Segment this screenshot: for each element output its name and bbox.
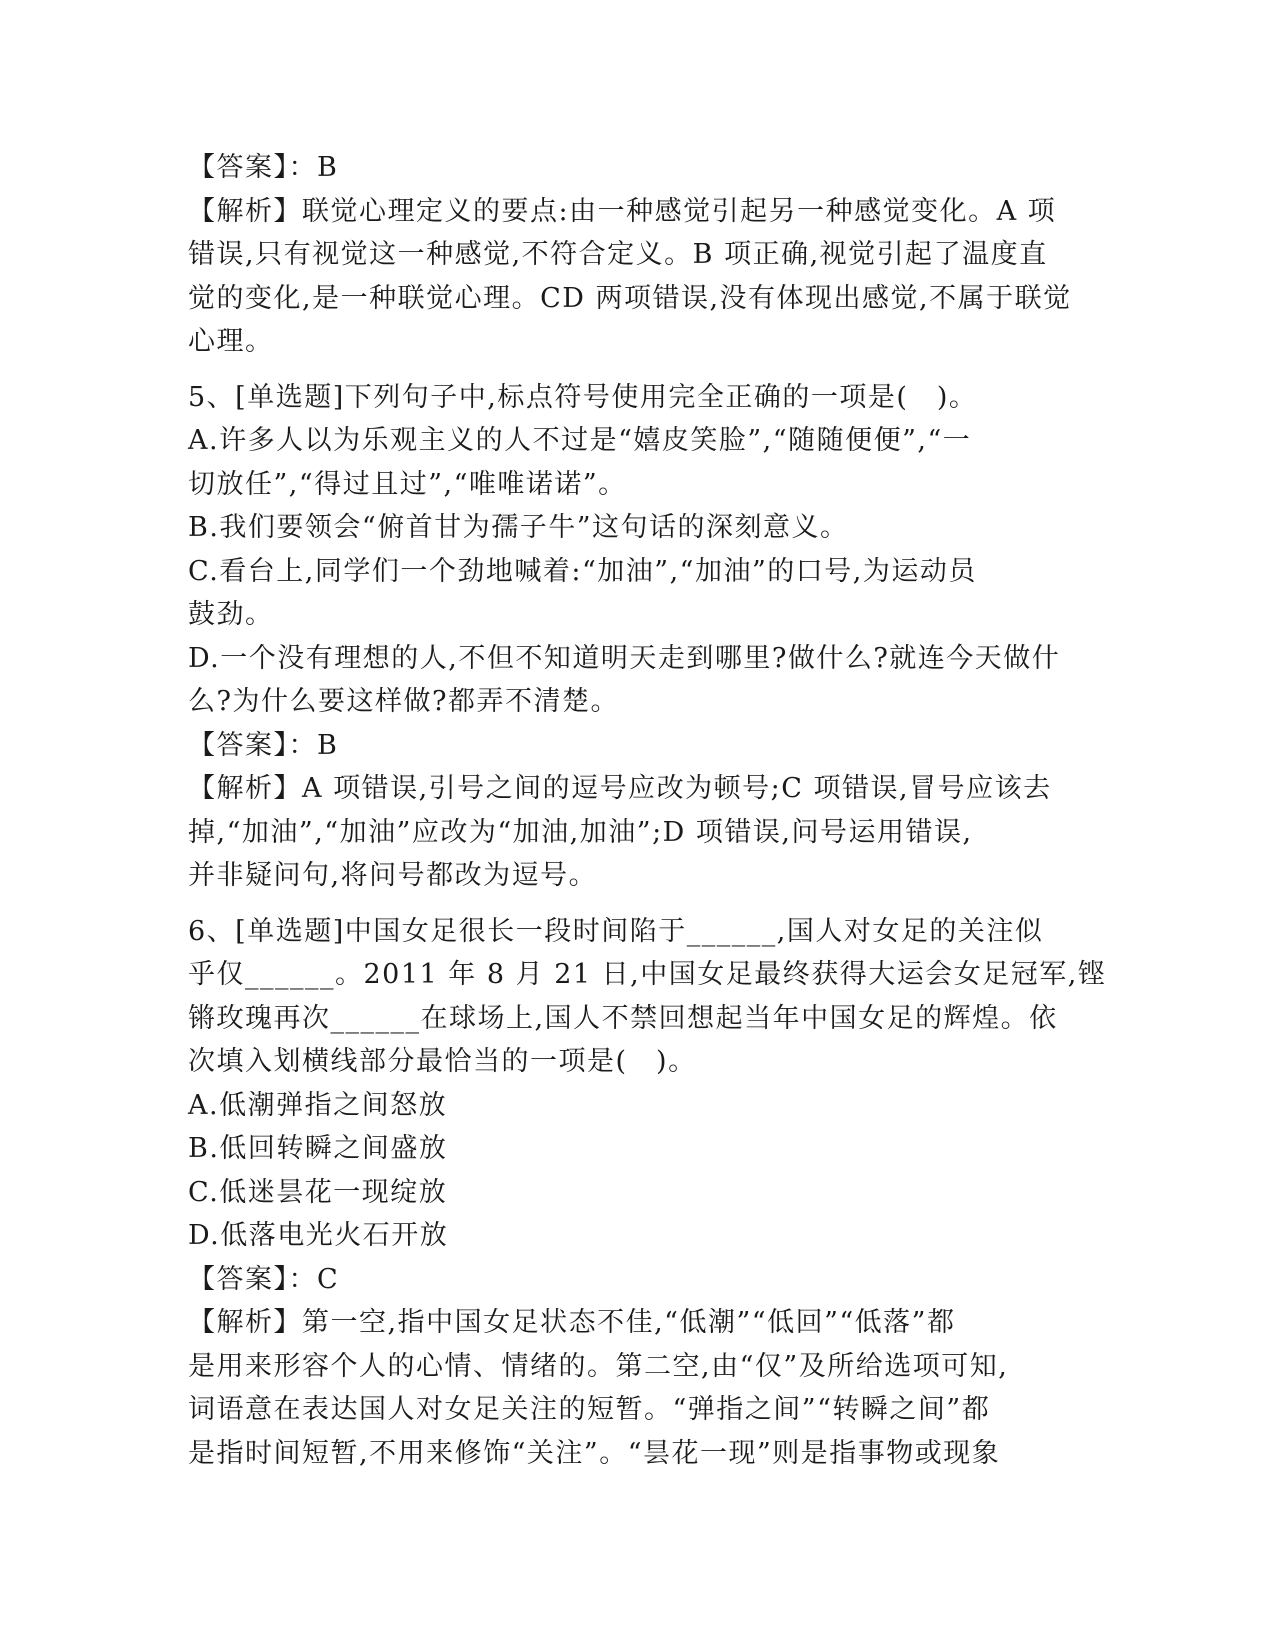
- question-stem-continued: 次填入划横线部分最恰当的一项是( )。: [188, 1046, 697, 1077]
- answer-line: 【答案】：B: [188, 729, 339, 761]
- document-page: [188, 146, 1107, 1475]
- block-spacer: [188, 898, 1088, 910]
- question-4-answer-block: [188, 146, 1088, 364]
- option-a: A.许多人以为乐观主义的人不过是“嬉皮笑脸”,“随随便便”,“一: [188, 425, 972, 456]
- option-b: B.低回转瞬之间盛放: [188, 1133, 448, 1164]
- analysis-line: 是用来形容个人的心情、情绪的。第二空,由“仅”及所给选项可知,: [188, 1350, 1009, 1382]
- analysis-line: 错误,只有视觉这一种感觉,不符合定义。B 项正确,视觉引起了温度直: [188, 239, 1048, 270]
- option-d: D.一个没有理想的人,不但不知道明天走到哪里?做什么?就连今天做什: [188, 642, 1061, 674]
- option-d-continued: 么?为什么要这样做?都弄不清楚。: [188, 686, 619, 717]
- answer-line: 【答案】：B: [188, 152, 339, 183]
- analysis-line: 并非疑问句,将问号都改为逗号。: [188, 860, 598, 891]
- question-6-block: [188, 910, 1107, 1476]
- question-5-block: [188, 376, 1088, 898]
- option-d: D.低落电光火石开放: [188, 1220, 449, 1251]
- option-b: B.我们要领会“俯首甘为孺子牛”这句话的深刻意义。: [188, 512, 849, 543]
- option-c-continued: 鼓劲。: [188, 599, 274, 630]
- analysis-line: 【解析】第一空,指中国女足状态不佳,“低潮”“低回”“低落”都: [188, 1307, 956, 1338]
- option-a: A.低潮弹指之间怒放: [188, 1089, 448, 1121]
- option-c: C.看台上,同学们一个劲地喊着:“加油”,“加油”的口号,为运动员: [188, 555, 977, 587]
- question-stem: 6、[单选题]中国女足很长一段时间陷于______,国人对女足的关注似: [188, 915, 1044, 947]
- answer-line: 【答案】：C: [188, 1263, 340, 1295]
- analysis-line: 心理。: [188, 326, 274, 357]
- analysis-line: 【解析】联觉心理定义的要点:由一种感觉引起另一种感觉变化。A 项: [188, 195, 1057, 227]
- analysis-line: 掉,“加油”,“加油”应改为“加油,加油”;D 项错误,问号运用错误,: [188, 816, 973, 848]
- question-stem-continued: 锵玫瑰再次______在球场上,国人不禁回想起当年中国女足的辉煌。依: [188, 1002, 1058, 1034]
- analysis-line: 词语意在表达国人对女足关注的短暂。“弹指之间”“转瞬之间”都: [188, 1394, 991, 1425]
- option-c: C.低迷昙花一现绽放: [188, 1176, 448, 1208]
- analysis-line: 是指时间短暂,不用来修饰“关注”。“昙花一现”则是指事物或现象: [188, 1437, 1001, 1469]
- analysis-line: 【解析】A 项错误,引号之间的逗号应改为顿号;C 项错误,冒号应该去: [188, 773, 1052, 804]
- block-spacer: [188, 364, 1088, 376]
- analysis-line: 觉的变化,是一种联觉心理。CD 两项错误,没有体现出感觉,不属于联觉: [188, 282, 1072, 314]
- question-stem-continued: 乎仅______。2011 年 8 月 21 日,中国女足最终获得大运会女足冠军,铿: [188, 959, 1107, 990]
- question-stem: 5、[单选题]下列句子中,标点符号使用完全正确的一项是( )。: [188, 381, 978, 413]
- option-a-continued: 切放任”,“得过且过”,“唯唯诺诺”。: [188, 468, 627, 500]
